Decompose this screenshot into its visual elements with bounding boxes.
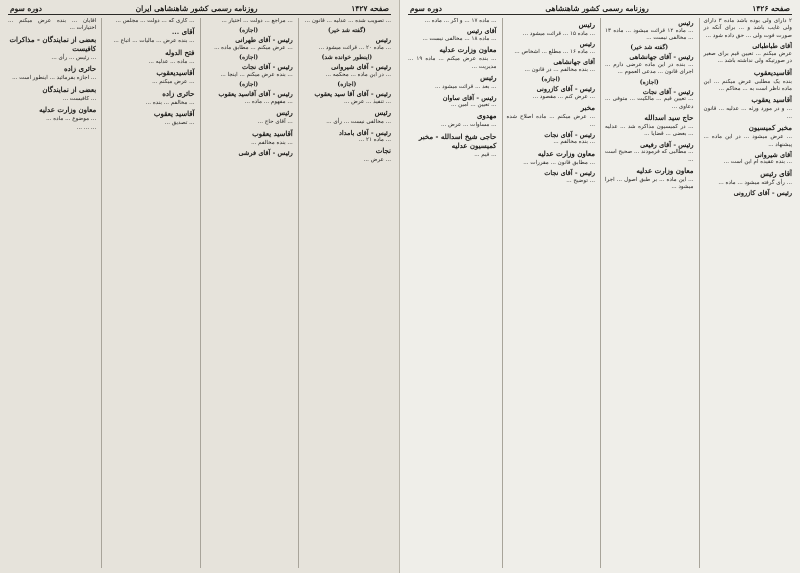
paragraph: ... تعیین ... امین ... xyxy=(450,102,497,109)
right-column-1 xyxy=(699,18,793,568)
paragraph: آقایان ... بنده عرض میکنم ... اختیارات ... xyxy=(8,18,97,32)
speaker-label: رئیس - آقای کازرونی xyxy=(536,85,595,94)
speaker-label: رئیس - آقای ساوان xyxy=(442,93,497,102)
speaker-label: رئیس - آقای کازرونی xyxy=(733,189,792,198)
paragraph: ... بنده مخالفم ... در قانون ... xyxy=(524,66,595,73)
section-heading: حائری زاده xyxy=(63,64,97,74)
section-heading: معاون وزارت عدلیه xyxy=(439,45,497,55)
paragraph: بنده یک مطلبی عرض میکنم ... این ماده ناظر است به ... محاکم ... xyxy=(703,78,792,92)
left-column-2 xyxy=(200,18,293,568)
paragraph: ... تعیین قیم ... مالکیت ... متوفی ... دعاوی ... xyxy=(605,96,694,110)
paragraph: ... ماده ۱۸ ... مخالفی نیست ... xyxy=(422,35,497,42)
paragraph: ... ماده ۱۶ ... مطلع ... اشخاص ... xyxy=(514,48,595,55)
section-heading: مخبر xyxy=(580,103,595,113)
left-column-4 xyxy=(8,18,96,568)
section-heading: نجات xyxy=(375,146,391,156)
stage-note: (اجازه) xyxy=(639,78,659,86)
paragraph: ... بنده عرض ... مالیات ... اتباع ... xyxy=(113,38,195,45)
stage-note: (گفته شد خیر) xyxy=(327,27,366,35)
stage-note: (اینطور خوانده شد) xyxy=(321,54,373,62)
speaker-label: رئیس - آقای نجات xyxy=(544,130,595,139)
speaker-label: رئیس - آقای فرشی xyxy=(238,148,293,157)
paragraph: ... تصویب شده ... عدلیه ... قانون ... xyxy=(304,18,391,24)
right-column-3 xyxy=(502,18,596,568)
paragraph: ... توضیح ... xyxy=(566,177,595,184)
paragraph: ... مفهوم ... ماده ... xyxy=(244,98,293,105)
paragraph: ... اجازه بفرمائید ... اینطور است ... xyxy=(12,75,97,82)
stage-note: (اجازه) xyxy=(337,81,357,89)
paragraph: ... کاری که ... دولت ... مجلس ... xyxy=(115,18,195,24)
left-columns xyxy=(8,18,391,568)
paragraph: ... آقای حاج ... xyxy=(257,119,293,126)
speaker-label: رئیس - آقای آقاسید یعقوب xyxy=(218,90,293,99)
paragraph: ... و در مورد ورثه ... عدلیه ... قانون ... xyxy=(703,106,792,120)
paragraph: ... عرض میکنم ... مطابق ماده ... xyxy=(214,44,293,51)
right-column-4 xyxy=(408,18,497,568)
paragraph: ... عرض ... xyxy=(363,157,391,164)
left-column-1 xyxy=(298,18,391,568)
section-heading: معاون وزارت عدلیه xyxy=(537,148,595,158)
paragraph: ... بنده عقیده ام این است ... xyxy=(723,159,792,166)
left-journal-title: روزنامه رسمی کشور شاهنشاهی ایران xyxy=(135,4,258,13)
section-heading: رئیس xyxy=(374,108,391,118)
speaker-label: رئیس - آقای نجات xyxy=(642,87,694,96)
paragraph: ... ماده ۱۵ ... قرائت میشود ... xyxy=(522,31,595,37)
paragraph: ... ماده ۲۰ ... قرائت میشود ... xyxy=(318,44,391,51)
paragraph: ... در این ماده ... محکمه ... xyxy=(325,71,391,78)
speaker-label: آقای رئیس xyxy=(467,27,497,36)
paragraph: عرض میکنم ... تعیین قیم برای صغیر در صورتیکه ولی نداشته باشد ... xyxy=(703,50,792,65)
stage-note: (اجازه) xyxy=(239,27,259,35)
section-heading: رئیس xyxy=(480,73,497,83)
right-page xyxy=(400,0,800,573)
paragraph: ... این ماده ... بر طبق اصول ... اجرا میشود ... xyxy=(605,177,694,191)
paragraph: ... در کمیسیون مذاکره شد ... عدلیه ... بعضی ... قضایا ... xyxy=(605,123,694,138)
section-heading: بعضی از نمایندگان xyxy=(42,84,97,94)
section-heading: رئیس xyxy=(578,20,595,29)
paragraph: ... تصدیق ... xyxy=(164,120,195,127)
paragraph: ... عرض کنم ... مقصود ... xyxy=(532,93,595,100)
section-heading: آقاسید یعقوب xyxy=(252,128,293,138)
paragraph: ... بنده عرض میکنم ... ماده ۱۹ ... مدیریت ... xyxy=(408,56,497,70)
section-heading: مهدوی xyxy=(476,111,497,121)
paragraph: ... مخالفم ... بنده ... xyxy=(145,99,195,106)
paragraph: ... مخالفی نیست ... رأی ... xyxy=(326,119,391,126)
left-page-number: صفحه ۱۴۲۷ xyxy=(351,4,389,13)
paragraph: ... موضوع ... ماده ... xyxy=(46,116,97,123)
paragraph: ... عرض میشود ... در این ماده ... پیشنهاد ... xyxy=(703,134,792,148)
speaker-label: رئیس xyxy=(375,36,391,45)
left-running-head xyxy=(8,4,391,15)
right-columns xyxy=(408,18,792,568)
paragraph: ۲ دارای ولی بوده باشد ماده ۳ دارای ولی غایب باشد و ... برای آنکه در صورت فوت ولی ... حق داده شود ... xyxy=(703,18,792,39)
paragraph: ... رأی گرفته میشود ... ماده ... xyxy=(718,179,792,186)
section-heading: معاون وزارت عدلیه xyxy=(636,166,694,176)
paragraph: ... عرض میکنم ... ماده اصلاح شده ... xyxy=(506,114,595,128)
section-heading: بعضی از نمایندگان - مذاکرات کافیست xyxy=(9,34,97,53)
paragraph: ... مطالبی که فرمودند ... صحیح است ... xyxy=(605,149,694,163)
section-heading: رئیس xyxy=(276,108,293,118)
section-heading: آقای رئیس xyxy=(760,168,792,178)
paragraph: ... ... ... xyxy=(76,125,97,132)
speaker-label: آقای جهانشاهی xyxy=(553,58,595,67)
speaker-label: رئیس - آقای نجات xyxy=(544,169,595,178)
speaker-label: آقای طباطبائی xyxy=(752,42,792,51)
paragraph: ... ماده ... عدلیه ... xyxy=(148,58,195,65)
stage-note: (اجازه) xyxy=(239,81,259,89)
paragraph: ... ماده ۱۷ ... و اگر ... ماده ... xyxy=(424,18,497,24)
section-heading: معاون وزارت عدلیه xyxy=(39,105,97,115)
section-heading: مخبر کمیسیون xyxy=(748,123,792,133)
section-heading: آقاسیدیعقوب xyxy=(753,67,792,77)
paragraph: ... بنده عرض میکنم ... اینجا ... xyxy=(220,71,293,78)
right-journal-title: روزنامه رسمی کشور شاهنشاهی xyxy=(545,4,649,13)
paragraph: ... رئیس ... رأی ... xyxy=(51,54,97,61)
section-heading: آقاسید یعقوب xyxy=(751,95,792,105)
right-column-2 xyxy=(600,18,694,568)
section-heading: آقاسید یعقوب xyxy=(153,109,195,119)
speaker-label: رئیس - آقای شیروانی xyxy=(331,63,391,72)
stage-note: (اجازه) xyxy=(541,76,561,84)
speaker-label: رئیس - آقای نجات xyxy=(241,63,293,72)
right-running-head xyxy=(408,4,792,15)
speaker-label: آقای شیروانی xyxy=(754,150,792,159)
speaker-label: رئیس xyxy=(678,19,694,27)
speaker-label: رئیس - آقای جهانشاهی xyxy=(629,53,694,62)
section-heading: حاجی شیخ اسدالله - مخبر کمیسیون عدلیه xyxy=(418,131,497,150)
right-session-label: دوره سوم xyxy=(410,4,442,13)
left-session-label: دوره سوم xyxy=(10,4,42,13)
paragraph: ... مراجع ... دولت ... اختیار ... xyxy=(221,18,293,24)
stage-note: (گفته شد خیر) xyxy=(630,44,669,52)
section-heading: حاج سید اسدالله xyxy=(644,112,694,122)
paragraph: ... ماده ۱۲ قرائت میشود ... ماده ۱۳ ... مخالفی نیست ... xyxy=(605,27,694,41)
speaker-label: رئیس xyxy=(579,40,595,49)
section-heading: آقای ... xyxy=(171,27,195,37)
stage-note: (اجازه) xyxy=(239,54,259,62)
paragraph: ... بنده در این ماده عرضی دارم ... اجرای قانون ... مدعی العموم ... xyxy=(605,61,694,76)
paragraph: ... تنفیذ ... عرض ... xyxy=(343,98,391,105)
speaker-label: رئیس - آقای بامداد xyxy=(338,128,391,137)
section-heading: آقاسیدیعقوب xyxy=(156,68,195,78)
section-heading: فتح الدوله xyxy=(165,47,195,57)
paragraph: ... قیم ... xyxy=(474,151,497,158)
paragraph: ... مطابق قانون ... مقررات ... xyxy=(523,159,595,166)
paragraph: ... بنده مخالفم ... xyxy=(553,139,595,146)
paragraph: ... ماده ۲۱ ... xyxy=(358,137,391,144)
speaker-label: رئیس - آقای آقا سید یعقوب xyxy=(314,90,391,99)
right-page-number: صفحه ۱۴۲۶ xyxy=(752,4,790,13)
paragraph: ... عرض میکنم ... xyxy=(152,79,195,86)
paragraph: ... بنده مخالفم ... xyxy=(251,139,293,146)
paragraph: ... بعد ... قرائت میشود ... xyxy=(434,84,497,91)
speaker-label: رئیس - آقای رفیعی xyxy=(640,140,694,149)
paragraph: ... کافیست ... xyxy=(62,95,97,102)
paragraph: ... مساوات ... عرض ... xyxy=(440,122,497,129)
speaker-label: رئیس - آقای طهرانی xyxy=(235,36,293,45)
left-column-3 xyxy=(101,18,194,568)
section-heading: حائری زاده xyxy=(162,88,195,98)
